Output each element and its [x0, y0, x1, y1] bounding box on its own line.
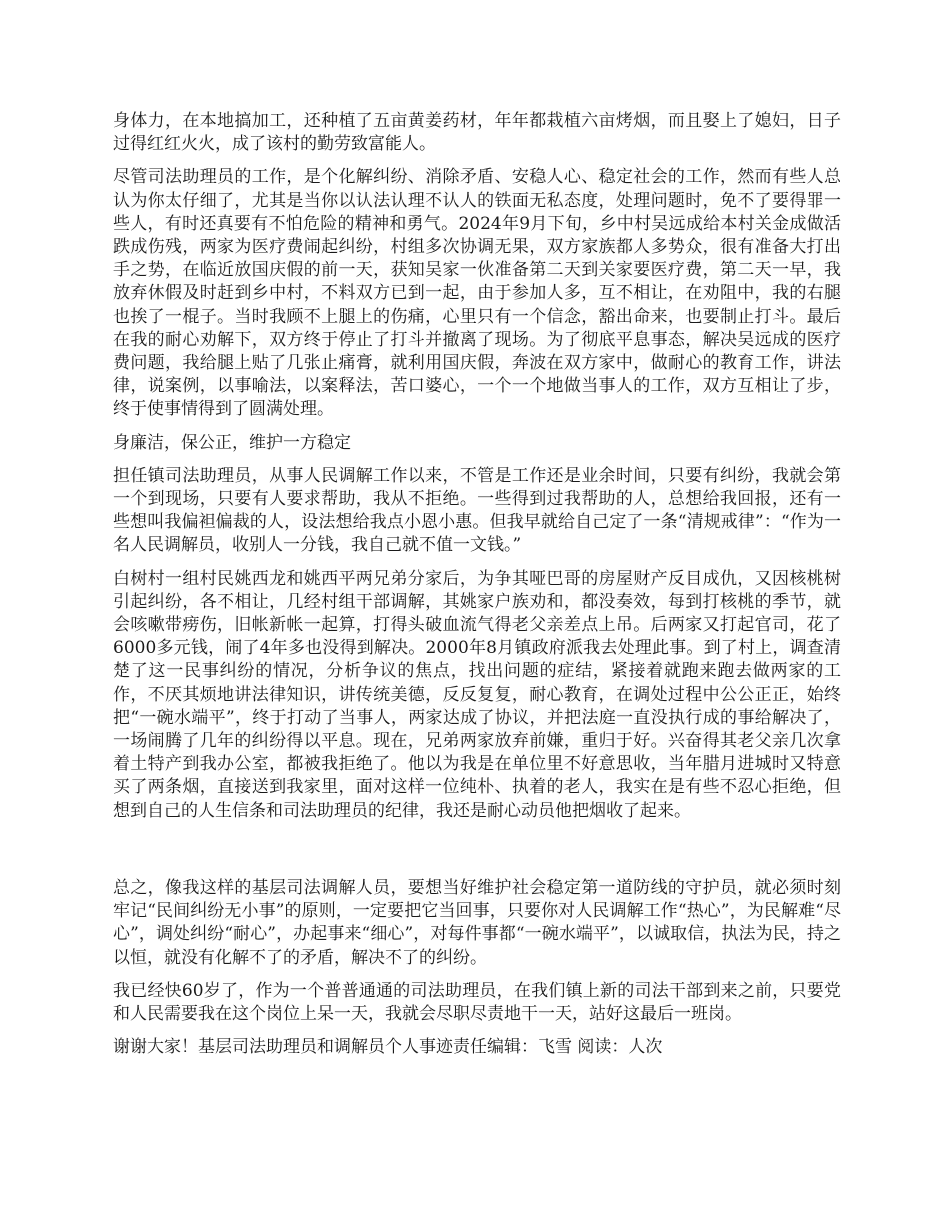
blank-gap — [113, 833, 841, 877]
paragraph-6: 我已经快60岁了，作为一个普普通通的司法助理员，在我们镇上新的司法干部到来之前，只要党和人民需要我在这个岗位上呆一天，我就会尽职尽责地干一天，站好这最后一班岗。 — [113, 980, 841, 1024]
section-heading: 身廉洁，保公正，维护一方稳定 — [113, 432, 351, 453]
paragraph-5: 总之，像我这样的基层司法调解人员，要想当好维护社会稳定第一道防线的守护员，就必须时刻牢记“民间纠纷无小事”的原则，一定要把它当回事，只要你对人民调解工作“热心”，为民解难“尽心”，调处纠纷“耐心”，办起事来“细心”，对每件事都“一碗水端平”，以诚取信，执法为民，持之以恒，就没有化解不了的矛盾，解决不了的纠纷。 — [113, 877, 841, 968]
document-body — [113, 110, 841, 1069]
closing-line: 谢谢大家！基层司法助理员和调解员个人事迹责任编辑：飞雪 阅读：人次 — [113, 1037, 663, 1058]
paragraph-1: 身体力，在本地搞加工，还种植了五亩黄姜药材，年年都栽植六亩烤烟，而且娶上了媳妇，日子过得红红火火，成了该村的勤劳致富能人。 — [113, 111, 841, 155]
paragraph-3: 担任镇司法助理员，从事人民调解工作以来，不管是工作还是业余时间，只要有纠纷，我就会第一个到现场，只要有人要求帮助，我从不拒绝。一些得到过我帮助的人，总想给我回报，还有一些想叫我偏袒偏裁的人，设法想给我点小恩小惠。但我早就给自己定了一条“清规戒律”：“作为一名人民调解员，收别人一分钱，我自己就不值一文钱。” — [113, 465, 841, 556]
paragraph-4: 白树村一组村民姚西龙和姚西平两兄弟分家后，为争其哑巴哥的房屋财产反目成仇，又因核桃树引起纠纷，各不相让，几经村组干部调解，其姚家户族劝和，都没奏效，每到打核桃的季节，就会咳嗽带痨伤，旧帐新帐一起算，打得头破血流气得老父亲差点上吊。后两家又打起官司，花了6000多元钱，闹了4年多也没得到解决。2000年8月镇政府派我去处理此事。到了村上，调查清楚了这一民事纠纷的情况，分析争议的焦点，找出问题的症结，紧接着就跑来跑去做两家的工作，不厌其烦地讲法律知识，讲传统美德，反反复复，耐心教育，在调处过程中公公正正，始终把“一碗水端平”，终于打动了当事人，两家达成了协议，并把法庭一直没执行成的事给解决了，一场闹腾了几年的纠纷得以平息。现在，兄弟两家放弃前嫌，重归于好。兴奋得其老父亲几次拿着土特产到我办公室，都被我拒绝了。他以为我是在单位里不好意思收，当年腊月进城时又特意买了两条烟，直接送到我家里，面对这样一位纯朴、执着的老人，我实在是有些不忍心拒绝，但想到自己的人生信条和司法助理员的纪律，我还是耐心动员他把烟收了起来。 — [113, 568, 841, 821]
paragraph-2: 尽管司法助理员的工作，是个化解纠纷、消除矛盾、安稳人心、稳定社会的工作，然而有些人总认为你太仔细了，尤其是当你以认法认理不认人的铁面无私态度，处理问题时，免不了要得罪一些人，有时还真要有不怕危险的精神和勇气。2024年9月下旬，乡中村吴远成给本村关金成做活跌成伤残，两家为医疗费闹起纠纷，村组多次协调无果，双方家族都人多势众，很有准备大打出手之势，在临近放国庆假的前一天，获知吴家一伙准备第二天到关家要医疗费，第二天一早，我放弃休假及时赶到乡中村，不料双方已到一起，由于参加人多，互不相让，在劝阻中，我的右腿也挨了一棍子。当时我顾不上腿上的伤痛，心里只有一个信念，豁出命来，也要制止打斗。最后在我的耐心劝解下，双方终于停止了打斗并撤离了现场。为了彻底平息事态，解决吴远成的医疗费问题，我给腿上贴了几张止痛膏，就利用国庆假，奔波在双方家中，做耐心的教育工作，讲法律，说案例，以事喻法，以案释法，苦口婆心，一个一个地做当事人的工作，双方互相让了步，终于使事情得到了圆满处理。 — [113, 167, 841, 420]
